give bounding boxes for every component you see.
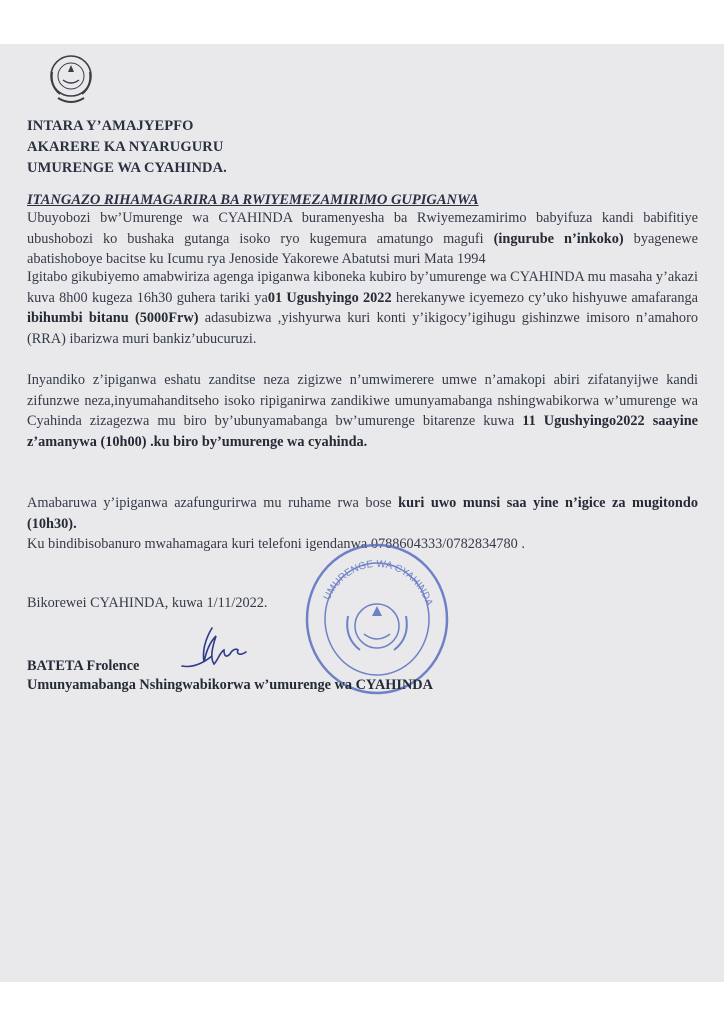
header-province: INTARA Y’AMAJYEPFO [27, 118, 194, 134]
place-date: Bikorewei CYAHINDA, kuwa 1/11/2022. [27, 595, 268, 611]
signer-title: Umunyamabanga Nshingwabikorwa w’umurenge wa CYAHINDA [27, 677, 433, 693]
paragraph-bidding-documents: Igitabo gikubiyemo amabwiriza agenga ipiganwa kiboneka kubiro by’umurenge wa CYAHINDA mu masaha y’akazi kuva 8h00 kugeza 16h30 guhera tariki ya01 Ugushyingo 2022 herekanywe icyemezo cy’uko hishyuwe amafaranga ibihumbi bitanu (5000Frw) adasubizwa ,yishyurwa kuri konti y’ikigocy’igihugu gishinzwe imisoro n’amahoro (RRA) ibarizwa muri bankiz’ubucuruzi. [27, 269, 698, 347]
signer-name: BATETA Frolence [27, 658, 140, 674]
svg-text:UMURENGE WA CYAHINDA: UMURENGE WA CYAHINDA [321, 558, 435, 608]
contact-line: Ku bindibisobanuro mwahamagara kuri telefoni igendanwa 0788604333/0782834780 . [27, 536, 525, 552]
header-sector: UMURENGE WA CYAHINDA. [27, 160, 227, 176]
paragraph-submission: Inyandiko z’ipiganwa eshatu zanditse neza zigizwe n’umwimerere umwe n’amakopi abiri zifatanyijwe kandi zifunzwe neza,inyumahanditseho isoko ripiganirwa zandikiwe umunyamabanga nshingwabikorwa w’umurenge wa Cyahinda zizagezwa mu biro by’ubunyamabanga bw’umurenge bitarenze kuwa 11 Ugushyingo2022 saayine z’amanywa (10h00) .ku biro by’umurenge wa cyahinda. [27, 372, 698, 450]
signature-icon [178, 622, 256, 674]
header-district: AKARERE KA NYARUGURU [27, 139, 224, 155]
paragraph-opening: Amabaruwa y’ipiganwa azafungurirwa mu ruhame rwa bose kuri uwo munsi saa yine n’igice za mugitondo (10h30). [27, 495, 698, 532]
notice-title: ITANGAZO RIHAMAGARIRA BA RWIYEMEZAMIRIMO GUPIGANWA [27, 192, 479, 208]
paragraph-intro: Ubuyobozi bw’Umurenge wa CYAHINDA buramenyesha ba Rwiyemezamirimo babyifuza kandi babifitiye ubushobozi ko bushaka gutanga isoko ryo kugemura amatungo magufi (ingurube n’inkoko) byagenewe abatishoboye bacitse ku Icumu rya Jenoside Yakorewe Abatutsi muri Mata 1994 [27, 210, 698, 267]
rwanda-coat-of-arms-icon [46, 50, 96, 108]
official-stamp-icon [304, 542, 450, 696]
